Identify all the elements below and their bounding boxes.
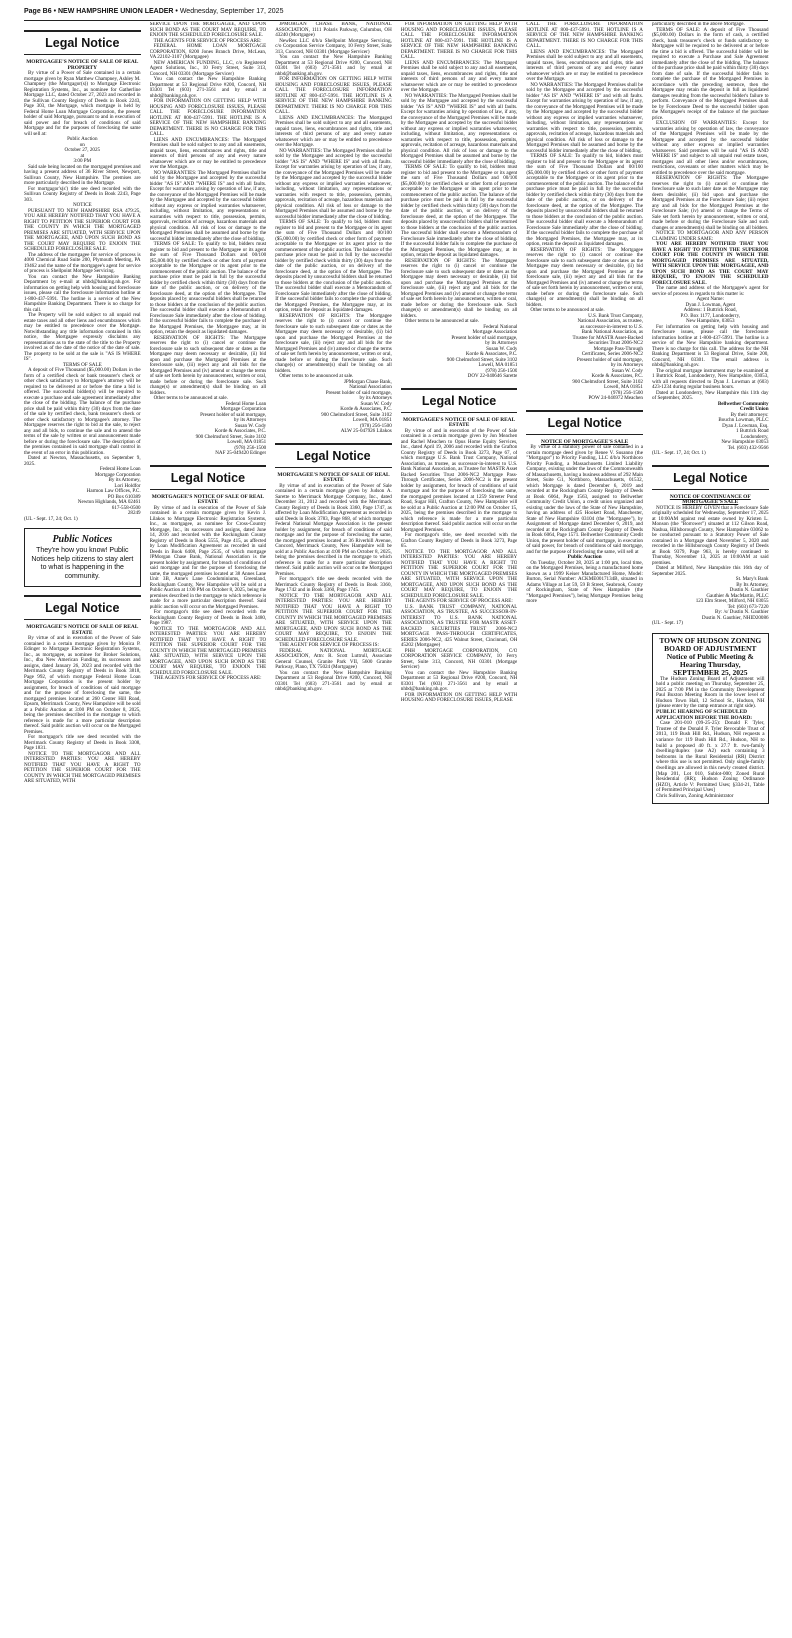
notice-paragraph: FOR INFORMATION ON GETTING HELP WITH HOUSING AND FORECLOSURE ISSUES, PLEASE CALL THE FORECLOSURE INFORMATION HOTLINE AT 800-437-5991. THE HOTLINE IS A SERVICE OF THE NEW HAMPSHIRE BANKING DEPARTMENT. THERE IS NO CHARGE FOR THIS CALL. — [149, 98, 267, 137]
notice-paragraph: Case 201-010 (09-25-25): Donald F. Tyler, Trustee of the Donald F. Tyler Revocable Trust of 2013, 119 Bush Hill Rd., Hudson, NH requests a variance for 119 Bush Hill Rd., Hudson, NH to build a proposed 40 ft. x 27.7 ft. two-family dwelling/duplex (use A2) each containing 3 bedrooms in the Rural Residential (RR) District where this use is not permitted. Only single-family dwellings are allowed in this newly created district. [Map 201, Lot 010, Sublot-000; Zoned Rural Residential (RR); Hudson Zoning Ordinance (HZO), Article V: Permitted Uses; §334-21, Table of Permitted Principal Uses] — [655, 720, 765, 794]
section-header: Legal Notice — [652, 465, 769, 490]
public-notices-promo: Public Notices They're how you know! Public Notices help citizens to stay alert to what is happening in the community. — [24, 528, 141, 587]
notice-paragraph: NEW AMERICAN FUNDING, LLC, c/o Registered Agent Solutions, Inc., 10 Ferry Street, Suite 313, Concord, NH 03301 (Mortgage Servicer) — [149, 59, 267, 77]
notice-title: MORTGAGEE'S NOTICE OF SALE OF REAL ESTATE — [277, 471, 390, 483]
notice-paragraph: NewRez LLC d/b/a Shellpoint Mortgage Servicing, c/o Corporation Service Company, 10 Ferry Street, Suite 313, Concord, NH 03301 (Mortgage Servicer) — [275, 37, 392, 55]
notice-paragraph: A deposit of Five Thousand ($5,000.00) Dollars in the form of a certified check or bank treasurer's check or other check satisfactory to Mortgagee's attorney will be required to be delivered at or before the time a bid is offered. The successful bidder(s) will be required to execute a purchase and sale agreement immediately after the close of the bidding. The balance of the purchase price shall be paid within thirty (30) days from the date of the sale by certified check, bank treasurer's check or other check satisfactory to Mortgagee's attorney. The Mortgagee reserves the right to bid at the sale, to reject any and all bids, to continue the sale and to amend the terms of the sale by written or oral announcement made before or during the foreclosure sale. The description of the premises contained in said mortgage shall control in the event of an error in this publication. — [24, 367, 141, 456]
notice-paragraph: NOTICE TO MORTGAGOR AND ANY PERSON CLAIMING UNDER SAME: — [651, 230, 769, 242]
notice-paragraph: The Hudson Zoning Board of Adjustment will hold a public meeting on Thursday, September 25, 2025 at 7:00 PM in the Community Development Paul Buxton Meeting Room in the lower level of Hudson Town Hall, 12 School St., Hudson, NH (please enter by the ramp entrance at right side). — [655, 675, 765, 710]
notice-paragraph: Other terms to be announced at sale. — [404, 318, 480, 324]
notice-paragraph: NOTICE TO THE MORTGAGOR AND ALL INTERESTED PARTIES: YOU ARE HEREBY NOTIFIED THAT YOU HAVE A RIGHT TO PETITION THE SUPERIOR COURT FOR THE COUNTY IN WHICH THE MORTGAGED PREMISES ARE SITUATED, WITH — [24, 750, 141, 784]
notice-paragraph: FOR INFORMATION ON GETTING HELP WITH HOUSING AND FORECLOSURE ISSUES, PLEASE CALL THE FORECLOSURE INFORMATION HOTLINE AT 800-437-5991. THE HOTLINE IS A SERVICE OF THE NEW HAMPSHIRE BANKING DEPARTMENT. THERE IS NO CHARGE FOR THIS CALL. — [400, 22, 518, 60]
notice-paragraph: Dated at Newton, Massachusetts, on September 9, 2025. — [24, 455, 141, 467]
notice-paragraph: For mortgagor's title see deeds recorded with the Merrimack County Registry of Deeds in Book 3360, Page 1742 and in Book 3360, Page 1745. — [275, 576, 392, 593]
column-4 — [401, 22, 518, 1612]
notice-paragraph: RESERVATION OF RIGHTS: The Mortgagee reserves the right to (i) cancel or continue the foreclosure sale to such subsequent date or dates as the Mortgagee may deem necessary or desirable, (ii) bid upon and purchase the Mortgaged Premises at the foreclosure sale, (iii) reject any and all bids for the Mortgaged Premises and (iv) amend or change the terms of sale set forth herein by announcement, written or oral, made before or during the foreclosure sale. Such change(s) or amendment(s) shall be binding on all bidders. — [275, 312, 392, 374]
notice-paragraph: Dated at Londonderry, New Hampshire this 11th day of September, 2025. — [651, 389, 769, 401]
notice-title: MORTGAGEE'S NOTICE OF SALE OF REAL PROPERTY — [26, 59, 139, 71]
notice-title: NOTICE OF CONTINUANCE OF MORTGAGEE'S SALE — [669, 493, 751, 505]
notice-paragraph: For mortgagor's title see deed recorded with the Rockingham County Registry of Deeds in Book 3480, Page 1987. — [149, 609, 267, 626]
notice-paragraph: By virtue of a statutory power of sale contained in a certain mortgage deed given by Renee V. Susanno (the "Mortgagor") to Priority Funding, LLC d/b/a Northboro Priority Funding, a Massachusetts Limited Liability Company, existing under the laws of the Commonwealth of Massachusetts, having a business address of 292 Main Street, Suite G1, Northboro, Massachusetts, 01532, which Mortgage is dated December 6, 2019 and recorded at the Rockingham County Registry of Deeds at Book 6064, Page 1563, assigned to Bellwether Community Credit Union, a credit union organized and existing under the laws of the State of New Hampshire, having an address of 425 Hookett Road, Manchester, State of New Hampshire 03104 (the "Mortgagee"), by Assignment of Mortgage dated December 6, 2019, and recorded at the Rockingham County Registry of Deeds in Book 6064, Page 1571. Bellwether Community Credit Union, the present holder of said mortgage, in execution of said power, for breach of conditions of said mortgage, and for the purpose of foreclosing the same, will sell at — [526, 444, 643, 555]
notice-title: NOTICE OF MORTGAGEE'S SALE — [541, 438, 629, 445]
notice-paragraph: Said sale being located on the mortgaged premises and having a present address of 36 River Street, Newport, Sullivan County, New Hampshire. The premises are more particularly described in the Mortgage. — [24, 163, 141, 186]
signature-block: JPMorgan Chase Bank, National Association Present holder of said mortgage, by its Attorneys Susan W. Cody Korde & Associates, P.C. 900 Chelmsford Street, Suite 3102 Lowell, MA 01851 (978) 256-1500 ALW 25-047926 Lilakos — [321, 378, 392, 434]
notice-paragraph: You can contact the New Hampshire Banking Department by e-mail at nhbd@banking.nh.gov. For information on getting help with housing and foreclosure issues, please call the foreclosure information hotline at 1-800-437-5991. The hotline is a service of the New Hampshire Banking Department. There is no charge for this call. — [24, 273, 141, 313]
signature-block: Federal National Mortgage Association Present holder of said mortgage, by its Attorneys Susan W. Cody Korde & Associates, P.C. 900 Chelmsford Street, Suite 3102 Lowell, MA 01851 (978) 256-1500 DOV 22-040646 Sarette — [446, 323, 518, 379]
notice-paragraph: THE AGENTS FOR SERVICE OF PROCESS ARE: — [153, 675, 262, 681]
notices-grid — [24, 22, 768, 1612]
notice-paragraph: For mortgagor's title, see deed recorded with the Grafton County Registry of Deeds in Book 3273, Page 65. — [400, 532, 518, 549]
notice-paragraph: NO WARRANTIES: The Mortgaged Premises shall be sold by the Mortgagee and accepted by the successful bidder "AS IS" AND "WHERE IS" and with all faults. Except for warranties arising by operation of law, if any, the conveyance of the Mortgaged Premises will be made by the Mortgagee and accepted by the successful bidder without any express or implied warranties whatsoever, including, without limitation, any representations or warranties with respect to title, possession, permits, approvals, recitation of acreage, hazardous materials and physical condition. All risk of loss or damage to the Mortgaged Premises shall be assumed and borne by the successful bidder immediately after the close of bidding. — [149, 169, 267, 242]
notice-paragraph: 3:00 PM — [73, 158, 92, 164]
agent-block: Agent Name: Dyan J. Lowman, Agent Address: 1 Buttrick Road, P.O. Box 1177, Londonderry, New Hampshire, 03053 — [680, 296, 741, 324]
notice-paragraph: Other terms to be announced at sale. — [153, 395, 228, 401]
signature-block: St. Mary's Bank By Its Attorney, Dustin N. Gauthier Gauthier & MacMartin, PLLC 123 Elm Street, Milford, NH 03055 Tel: (603) 673-7220 By: /s/ Dustin N. Gauthier Dustin N. Gauthier, NHID20086 — [695, 576, 769, 621]
column-5 — [526, 22, 643, 1612]
section-header: Legal Notice — [150, 465, 267, 490]
notice-paragraph: RESERVATION OF RIGHTS: The Mortgagee reserves the right to (i) cancel or continue the foreclosure sale to such subsequent date or dates as the Mortgagee may deem necessary or desirable, (ii) bid upon and purchase the Mortgaged Premises at the foreclosure sale, (iii) reject any and all bids for the Mortgaged Premises and (iv) amend or change the terms of sale set forth herein by announcement, written or oral, made before or during the foreclosure sale. Such change(s) or amendment(s) shall be binding on all bidders. — [526, 246, 643, 308]
notice-paragraph: Dated at Milford, New Hampshire this 16th day of September 2025. — [651, 565, 769, 577]
notice-paragraph: THE AGENTS FOR SERVICE OF PROCESS ARE: — [153, 37, 262, 44]
notice-paragraph: Other terms to be announced at sale. — [530, 307, 605, 313]
notice-paragraph: U.S. BANK TRUST COMPANY, NATIONAL ASSOCIATION, AS TRUSTEE, AS SUCCESSOR-IN-INTEREST TO U.S. BANK NATIONAL ASSOCIATION, AS TRUSTEE FOR MASTR ASSET-BACKED SECURITIES TRUST 2006-NC2 MORTGAGE PASS-THROUGH CERTIFICATES, SERIES 2006-NC2, 425 Walnut Street, Cincinnati, OH 45202 (Mortgagee) — [400, 603, 518, 648]
notice-paragraph: By virtue of a Power of Sale contained in a certain mortgage given by Ryan Matthew Champney, Ashley M. Champney (the Mortgagor(s)) to Mortgage Electronic Registration Systems, Inc., as nominee for Gatherline Mortgage LLC, dated October 27, 2023 and recorded in the Sullivan County Registry of Deeds in Book 2243, Page 303, the Mortgage, which mortgage is held by Federal Home Loan Mortgage Corporation, the present holder of said Mortgage, pursuant to and in execution of said power and for breach of conditions of said Mortgage and for the purposes of foreclosing the same will sell at: — [24, 70, 141, 137]
column-1 — [24, 22, 141, 1612]
notice-title: MORTGAGEE'S NOTICE OF SALE OF REAL ESTATE — [151, 493, 264, 505]
zba-title: TOWN OF HUDSON ZONING BOARD OF ADJUSTMENT Notice of Public Meeting & Hearing Thursday, SEPTEMBER 25, 2025 — [659, 635, 762, 677]
notice-paragraph: LIENS AND ENCUMBRANCES: The Mortgaged Premises shall be sold subject to any and all easements, unpaid taxes, liens, encumbrances and rights, title and interests of third persons of any and every nature whatsoever which are or may be entitled to precedence over the Mortgage. — [526, 48, 643, 82]
column-2 — [150, 22, 267, 1612]
section-header: Legal Notice — [24, 30, 141, 55]
section-header: Legal Notice — [24, 595, 141, 620]
notice-paragraph: SERVICE UPON THE MORTGAGEE, AND UPON SUCH BOND AS THE COURT MAY REQUIRE, TO ENJOIN THE SCHEDULED FORECLOSURE SALE. — [149, 22, 267, 38]
notice-paragraph: By virtue of and in execution of the Power of Sale contained in a certain mortgage given by Jon Meachen and Rachel Meachen to Opus Home Equity Services, Inc., dated April 19, 2006 and recorded with the Grafton County Registry of Deeds in Book 3273, Page 67, of which mortgage U.S. Bank Trust Company, National Association, as trustee, as successor-in-interest to U.S. Bank National Association, as Trustee for MASTR Asset Backed Securities Trust 2006-NC2 Mortgage Pass-Through Certificates, Series 2006-NC2 is the present holder by assignment, for breach of conditions of said mortgage and for the purpose of foreclosing the same, the mortgaged premises located at 1259 Streeter Pond Road, Sugar Hill, Grafton County, New Hampshire will be sold at a Public Auction at 12:00 PM on October 15, 2025, being the premises described in the mortgage to which reference is made for a more particular description thereof. Said public auction will occur on the Mortgaged Premises. — [400, 427, 518, 533]
notice-paragraph: JPMORGAN CHASE BANK, NATIONAL ASSOCIATION, 1111 Polaris Parkway, Columbus, OH 43240 (Mortgagee) — [275, 22, 392, 38]
notice-paragraph: You can contact the New Hampshire Banking Department at 53 Regional Drive #200, Concord, NH 03301 Tel (603) 271-3561 and by email at nhbd@banking.nh.gov. — [275, 54, 392, 77]
notice-paragraph: The name and address of the Mortgagee's agent for service of process in regards to this matter is: — [651, 285, 769, 297]
notice-paragraph: NOTICE TO THE MORTGAGOR AND ALL INTERESTED PARTIES: YOU ARE HEREBY NOTIFIED THAT YOU HAVE A RIGHT TO PETITION THE SUPERIOR COURT FOR THE COUNTY IN WHICH THE MORTGAGED PREMISES ARE SITUATED, WITH SERVICE UPON THE MORTGAGEE, AND UPON SUCH BOND AS THE COURT MAY REQUIRE, TO ENJOIN THE SCHEDULED FORECLOSURE SALE. — [275, 592, 392, 643]
run-dates: (UL - Sept. 17, 24; Oct. 1) — [24, 515, 78, 522]
zba-hearing-notice — [652, 633, 769, 804]
notice-paragraph: THE AGENTS FOR SERVICE OF PROCESS ARE: — [404, 598, 513, 604]
notice-paragraph: The original mortgage instrument may be examined at 1 Buttrick Road, Londonderry, New Hampshire, 03053, with all requests directed to Dyan J. Lowman at (603) 423-1234 during regular business hours. — [651, 367, 769, 390]
notice-paragraph: NO WARRANTIES: The Mortgaged Premises shall be sold by the Mortgagee and accepted by the successful bidder "AS IS" AND "WHERE IS" and with all faults. Except for warranties arising by operation of law, if any, the conveyance of the Mortgaged Premises will be made by the Mortgagee and accepted by the successful bidder without any express or implied warranties whatsoever, including, without limitation, any representations or warranties with respect to title, possession, permits, approvals, recitation of acreage, hazardous materials and physical condition. All risk of loss or damage to the Mortgaged Premises shall be assumed and borne by the successful bidder immediately after the close of bidding. — [526, 81, 643, 154]
notice-paragraph: NO WARRANTIES: The Mortgaged Premises shall be sold by the Mortgagee and accepted by the successful bidder "AS IS" AND "WHERE IS" and with all faults. Except for warranties arising by operation of law, if any, the conveyance of the Mortgaged Premises will be made by the Mortgagee and accepted by the successful bidder without any express or implied warranties whatsoever, including, without limitation, any representations or warranties with respect to title, possession, permits, approvals, recitation of acreage, hazardous materials and physical condition. All risk of loss or damage to the Mortgaged Premises shall be assumed and borne by the successful bidder immediately after the close of bidding. — [275, 147, 392, 220]
notice-paragraph: NOTICE — [72, 202, 92, 208]
signature-block: Federal Home Loan Mortgage Corporation Present holder of said mortgage, by its Attorneys Susan W. Cody Korde & Associates, P.C. 900 Chelmsford Street, Suite 3102 Lowell, MA 01851 (978) 256-1500 NAF 25-049420 Edinger — [195, 400, 267, 456]
notice-paragraph: LIENS AND ENCUMBRANCES: The Mortgaged Premises shall be sold subject to any and all easements, unpaid taxes, liens, encumbrances and rights, title and interests of third persons of any and every nature whatsoever which are or may be entitled to precedence over the Mortgage. — [400, 59, 518, 93]
notice-paragraph: TERMS OF SALE: To qualify to bid, bidders must register to bid and present to the Mortgagee or its agent the sum of Five Thousand Dollars and 00/100 ($5,000.00) by certified check or other form of payment acceptable to the Mortgagee or its agent prior to the commencement of the public auction. The balance of the purchase price must be paid in full by the successful bidder by certified check within thirty (30) days from the date of the public auction, or on delivery of the foreclosure deed, at the option of the Mortgagee. The deposits placed by unsuccessful bidders shall be returned to those bidders at the conclusion of the public auction. The successful bidder shall execute a Memorandum of Foreclosure Sale immediately after the close of bidding. If the successful bidder fails to complete the purchase of the Mortgaged Premises, the Mortgagee may, at its option, retain the deposit as liquidated damages. — [275, 219, 392, 313]
notice-paragraph: By virtue of and in execution of the Power of Sale contained in a certain mortgage given by Monica P. Edinger to Mortgage Electronic Registration Systems, Inc., as mortgagee, as nominee for Broker Solutions, Inc., dba New American Funding, its successors and assigns, dated January 26, 2023 and recorded with the Merrimack County Registry of Deeds in Book 3818, Page 992, of which mortgage Federal Home Loan Mortgage Corporation is the present holder by assignment, for breach of conditions of said mortgage and for the purpose of foreclosing the same, the mortgaged premises located at 260 Center Hill Road, Epsom, Merrimack County, New Hampshire will be sold at a Public Auction at 3:00 PM on October 8, 2025, being the premises described in the mortgage to which reference is made for a more particular description thereof. Said public auction will occur on the Mortgaged Premises. — [24, 635, 141, 735]
section-header: Legal Notice — [401, 388, 518, 413]
notice-paragraph: FEDERAL HOME LOAN MORTGAGE CORPORATION, 8200 Jones Branch Drive, McLean, VA 22102-3107 (Mortgagee) — [149, 43, 267, 60]
notice-paragraph: The Property will be sold subject to all unpaid real estate taxes and all other liens and encumbrances which may be entitled to precedence over the Mortgage. Notwithstanding any title information contained in this notice, the Mortgagee expressly disclaims any representations as to the state of the title to the Property involved as of the date of the notice of the date of sale. The property to be sold at the sale is "AS IS WHERE IS". — [24, 312, 141, 362]
notice-paragraph: FOR INFORMATION ON GETTING HELP WITH HOUSING AND FORECLOSURE ISSUES, PLEASE CALL THE FORECLOSURE INFORMATION HOTLINE AT 800-437-5991. THE HOTLINE IS A SERVICE OF THE NEW HAMPSHIRE BANKING DEPARTMENT. THERE IS NO CHARGE FOR THIS CALL. — [275, 76, 392, 115]
section-header: Legal Notice — [275, 443, 392, 468]
run-dates: (UL - Sept. 17, 24; Oct. 1) — [651, 450, 706, 456]
notice-paragraph: FOR INFORMATION ON GETTING HELP WITH HOUSING AND FORECLOSURE ISSUES, PLEASE — [400, 691, 518, 703]
run-dates: (UL - Sept. 17) — [651, 620, 683, 626]
notice-paragraph: You can contact the New Hampshire Banking Department at 53 Regional Drive #200, Concord, NH 03301 Tel (603) 271-3561 and by email at nhbd@banking.nh.gov. — [400, 669, 518, 692]
page-header: Page B6 • NEW HAMPSHIRE UNION LEADER • Wednesday, September 17, 2025 — [24, 8, 768, 21]
column-6 — [652, 22, 769, 1612]
notice-paragraph: PHH MORTGAGE CORPORATION, C/O CORPORATION SERVICE COMPANY, 10 Ferry Street, Suite 313, Concord, NH 03301 (Mortgage Servicer) — [400, 647, 518, 670]
notice-paragraph: PURSUANT TO NEW HAMPSHIRE RSA 479:25, YOU ARE HEREBY NOTIFIED THAT YOU HAVE A RIGHT TO PETITION THE SUPERIOR COURT FOR THE COUNTY IN WHICH THE MORTGAGED PREMISES ARE SITUATED, WITH SERVICE UPON THE MORTGAGEE, AND UPON SUCH BOND AS THE COURT MAY REQUIRE TO ENJOIN THE SCHEDULED FORECLOSURE SALE. — [24, 207, 141, 252]
notice-subheading: PUBLIC HEARING OF SCHEDULED APPLICATION BEFORE THE BOARD: — [655, 709, 753, 721]
notice-paragraph: YOU ARE HEREBY NOTIFIED THAT YOU HAVE A RIGHT TO PETITION THE SUPERIOR COURT FOR THE COUNTY IN WHICH THE MORTGAGED PREMISES ARE SITUATED, WITH SERVICE UPON THE MORTGAGEE, AND UPON SUCH BOND AS THE COURT MAY REQUIRE, TO ENJOIN THE SCHEDULED FORECLOSURE SALE. — [651, 241, 769, 286]
notice-paragraph: You can contact the New Hampshire Banking Department at 53 Regional Drive #200, Concord, NH 03301 Tel (603) 271-3561 and by email at nhbd@banking.nh.gov. — [149, 76, 267, 99]
notice-paragraph: By virtue of and in execution of the Power of Sale contained in a certain mortgage given by Kevin J. Lilakos to Mortgage Electronic Registration Systems, Inc., as mortgagee, as nominee for Cross-Country Mortgage, Inc., its successors and assigns, dated June 14, 2016 and recorded with the Rockingham County Registry of Deeds in Book 5555, Page 415, as affected by Loan Modification Agreement as recorded in said Deeds in Book 6408, Page 2535, of which mortgage JPMorgan Chase Bank, National Association is the present holder by assignment, for breach of conditions of said mortgage and for the purpose of foreclosing the same, the mortgaged premises located at 38 Annes Lane Unit 3B, Anne's Lane Condominiums, Greenland, Rockingham County, New Hampshire will be sold at a Public Auction at 1:00 PM on October 8, 2025, being the premises described in the mortgage to which reference is made for a more particular description thereof. Said public auction will occur on the Mortgaged Premises. — [149, 504, 267, 610]
notice-paragraph: RESERVATION OF RIGHTS: The Mortgagee reserves the right to (i) cancel or continue the foreclosure sale to such subsequent date or dates as the Mortgagee may deem necessary or desirable, (ii) bid upon and purchase the Mortgaged Premises at the foreclosure sale, (iii) reject any and all bids for the Mortgaged Premises and (iv) amend or change the terms of sale set forth herein by announcement, written or oral, made before or during the foreclosure sale. Such change(s) or amendment(s) shall be binding on all bidders. — [400, 257, 518, 319]
notice-paragraph: TERMS OF SALE: A deposit of Five Thousand ($5,000.00) Dollars in the form of cash, a certified check, bank treasurer's check or funds satisfactory to Mortgagee will be required to be delivered at or before the time a bid is offered. The successful bidder will be required to execute a Purchase and Sale Agreement immediately after the close of the bidding. The balance of the purchase price shall be paid within thirty (30) days from date of sale. If the successful bidder fails to complete the purchase of the Mortgaged Premises in accordance with the preceding sentence, then the Mortgagee may retain the deposit in full as liquidated damages resulting from the successful bidder's failure to perform. Conveyance of the Mortgaged Premises shall be by Foreclosure Deed to the successful bidder upon the Mortgagee's receipt of the balance of the purchase price. — [651, 26, 769, 121]
notice-paragraph: RESERVATION OF RIGHTS: The Mortgagee reserves the right to (i) cancel or continue the foreclosure sale to such subsequent date or dates as the Mortgagee may deem necessary or desirable, (ii) bid upon and purchase the Mortgaged Premises at the foreclosure sale, (iii) reject any and all bids for the Mortgaged Premises and (iv) amend or change the terms of sale set forth herein by announcement, written or oral, made before or during the foreclosure sale. Such change(s) or amendment(s) shall be binding on all bidders. — [149, 334, 267, 396]
notice-paragraph: For mortgagor's title see deed recorded with the Merrimack County Registry of Deeds in Book 3308, Page 1831. — [24, 734, 141, 751]
notice-paragraph: NOTICE IS HEREBY GIVEN that a Foreclosure Sale originally scheduled for Wednesday, September 17, 2025 at 10:00AM against real estate owned by Kristen L. Monson (the "Borrower") situated at 112 Gilson Road, Nashua, Hillsborough County, New Hampshire 03062 to be conducted pursuant to a Statutory Power of Sale contained in a Mortgage dated November 5, 2020 and recorded in the Hillsborough County Registry of Deeds at Book 9379, Page 963, is hereby continued to Thursday, November 13, 2025 at 10:00AM at said premises. — [651, 504, 769, 566]
notice-title: MORTGAGEE'S NOTICE OF SALE OF REAL ESTATE — [402, 416, 516, 428]
notice-paragraph: TERMS OF SALE: To qualify to bid, bidders must register to bid and present to the Mortgagee or its agent the sum of Five Thousand Dollars and 00/100 ($5,000.00) by certified check or other form of payment acceptable to the Mortgagee or its agent prior to the commencement of the public auction. The balance of the purchase price must be paid in full by the successful bidder by certified check within thirty (30) days from the date of the public auction, or on delivery of the foreclosure deed, at the option of the Mortgagee. The deposits placed by unsuccessful bidders shall be returned to those bidders at the conclusion of the public auction. The successful bidder shall execute a Memorandum of Foreclosure Sale immediately after the close of bidding. If the successful bidder fails to complete the purchase of the Mortgaged Premises, the Mortgagee may, at its option, retain the deposit as liquidated damages. — [526, 153, 643, 247]
notice-paragraph: TERMS OF SALE — [62, 361, 102, 368]
notice-paragraph: You can contact the New Hampshire Banking Department at 53 Regional Drive #200, Concord, NH 03301 Tel (603) 271-3561 and by email at nhbd@banking.nh.gov. — [275, 669, 392, 692]
notice-paragraph: NOTICE TO THE MORTGAGOR AND ALL INTERESTED PARTIES: YOU ARE HEREBY NOTIFIED THAT YOU HAVE A RIGHT TO PETITION THE SUPERIOR COURT FOR THE COUNTY IN WHICH THE MORTGAGED PREMISES ARE SITUATED, WITH SERVICE UPON THE MORTGAGEE, AND UPON SUCH BOND AS THE COURT MAY REQUIRE, TO ENJOIN THE SCHEDULED FORECLOSURE SALE. — [149, 625, 267, 676]
notice-paragraph: at — [80, 152, 85, 159]
notice-paragraph: on — [79, 141, 85, 148]
signature-block: Bellwether Community Credit Union By their attorneys: Bouchn Lowman, PLLC Dyan J. Lowman, Esq. 1 Buttrick Road Londonderry, New Hampshire 03053 Tel. (603) 432-9566 — [717, 400, 769, 451]
notice-paragraph: By virtue of and in execution of the Power of Sale contained in a certain mortgage given by Judson A. Sarette to Merrimack Mortgage Company, Inc., dated December 31, 2012 and recorded with the Merrimack County Registry of Deeds in Book 3360, Page 1747, as affected by Loan Modification Agreement as recorded in said Deeds in Book 3783, Page 868, of which mortgage Federal National Mortgage Association is the present holder by assignment, for breach of conditions of said mortgage and for the purpose of foreclosing the same, the mortgaged premises located at 36 Riverhill Avenue, Concord, Merrimack County, New Hampshire will be sold at a Public Auction at 4:00 PM on October 8, 2025, being the premises described in the mortgage to which reference is made for a more particular description thereof. Said public auction will occur on the Mortgaged Premises. — [275, 482, 392, 577]
notice-paragraph: The address of the mortgagee for service of process is 4000 Chemical Road Suite 200, Plymouth Meeting, PA 19462 and the name of the mortgagee's agent for service of process is Shellpoint Mortgage Servicing. — [24, 251, 141, 274]
notice-paragraph: NOTICE TO THE MORTGAGOR AND ALL INTERESTED PARTIES: YOU ARE HEREBY NOTIFIED THAT YOU HAVE A RIGHT TO PETITION THE SUPERIOR COURT FOR THE COUNTY IN WHICH THE MORTGAGED PREMISES ARE SITUATED, WITH SERVICE UPON THE MORTGAGEE, AND UPON SUCH BOND AS THE COURT MAY REQUIRE, TO ENJOIN THE SCHEDULED FORECLOSURE SALE. — [400, 548, 518, 599]
notice-paragraph: October 27, 2025 — [64, 147, 101, 153]
notice-paragraph: CALL THE FORECLOSURE INFORMATION HOTLINE AT 800-437-5991. THE HOTLINE IS A SERVICE OF THE NEW HAMPSHIRE BANKING DEPARTMENT. THERE IS NO CHARGE FOR THIS CALL. — [526, 22, 643, 49]
signature: Chris Sullivan, Zoning Administrator — [655, 792, 734, 799]
notice-paragraph: particularly described in the above Mortgage. — [651, 22, 745, 27]
notice-paragraph: For mortgagor's(s') title see deed recorded with the Sullivan County Registry of Deeds in Book 2243, Page 303. — [24, 185, 141, 203]
notice-paragraph: LIENS AND ENCUMBRANCES: The Mortgaged Premises shall be sold subject to any and all easements, unpaid taxes, liens, encumbrances and rights, title and interests of third persons of any and every nature whatsoever which are or may be entitled to precedence over the Mortgage. — [149, 136, 267, 170]
notice-paragraph: Other terms to be announced at sale. — [279, 373, 354, 379]
notice-paragraph: THE AGENT FOR SERVICE OF PROCESS IS: — [279, 642, 379, 648]
notice-paragraph: LIENS AND ENCUMBRANCES: The Mortgaged Premises shall be sold subject to any and all easements, unpaid taxes, liens, encumbrances and rights, title and interests of third persons of any and every nature whatsoever which are or may be entitled to precedence over the Mortgage. — [275, 114, 392, 148]
signature-block: Federal Home Loan Mortgage Corporation By its Attorney, Lori Holdfor Harmon Law Offices, P.C. PO Box 610389 Newton Highlands, MA 02461 617-558-0500 28249 — [77, 466, 141, 516]
notice-paragraph: RESERVATION OF RIGHTS: The Mortgagee reserves the right to (i) cancel or continue the foreclosure sale to such later date as the Mortgagee may deem desirable; (ii) bid upon and purchase the Mortgaged Premises at the Foreclosure Sale; (iii) reject any and all bids for the Mortgaged Premises at the Foreclosure Sale; (iv) amend or change the Terms of Sale set forth herein by announcement, written or oral, made before or during the Foreclosure Sale and such changes or amendment(s) shall be binding on all bidders. — [651, 175, 769, 231]
signature-block: U.S. Bank Trust Company, National Association, as trustee, as successor-in-interest to U.S. Bank National Association, as Trustee for MASTR Asset-Backed Securities Trust 2006-NC2 Mortgage Pass-Through Certificates, Series 2006-NC2 Present holder of said mortgage, by its Attorneys Susan W. Cody Korde & Associates, P.C. 900 Chelmsford Street, Suite 3102 Lowell, MA 01851 (978) 256-1500 POW 24-046972 Meachen — [572, 312, 643, 401]
section-header: Legal Notice — [526, 410, 643, 435]
notice-paragraph: For information on getting help with housing and foreclosure issues, please call the foreclosure information hotline at 1-800-437-5991. The hotline is a service of the New Hampshire banking department. There is no charge for this call. The address for the NH Banking Department is 53 Regional Drive, Suite 200, Concord, NH 03301. The email address is nhbd@banking.nh.gov. — [651, 323, 769, 368]
notice-paragraph: On Tuesday, October 28, 2025 at 1:00 pm, local time, on the Mortgaged Premises, being a manufactured home known as a 1999 Keiser Manufactured Home, Model: Burton, Serial Number: ACKME0017134B, situated in Adams Village at Lot 59, 59 B Street, Seabrook, County of Rockingham, State of New Hampshire (the "Mortgaged Premises"), being Mortgage Premises being more — [526, 559, 643, 604]
column-3 — [275, 22, 392, 1612]
notice-paragraph: FEDERAL NATIONAL MORTGAGE ASSOCIATION, Attn: R. Scott Luttrull, Associate General Counsel, Granite Park VII, 5600 Granite Parkway, Plano, TX 75024 (Mortgagee) — [275, 647, 392, 670]
notice-paragraph: Public Auction — [567, 554, 602, 560]
notice-paragraph: Public Auction — [67, 136, 98, 142]
notice-paragraph: TERMS OF SALE: To qualify to bid, bidders must register to bid and present to the Mortgagee or its agent the sum of Five Thousand Dollars and 00/100 ($5,000.00) by certified check or other form of payment acceptable to the Mortgagee or its agent prior to the commencement of the public auction. The balance of the purchase price must be paid in full by the successful bidder by certified check within thirty (30) days from the date of the public auction, or on delivery of the foreclosure deed, at the option of the Mortgagee. The deposits placed by unsuccessful bidders shall be returned to those bidders at the conclusion of the public auction. The successful bidder shall execute a Memorandum of Foreclosure Sale immediately after the close of bidding. If the successful bidder fails to complete the purchase of the Mortgaged Premises, the Mortgagee may, at its option, retain the deposit as liquidated damages. — [149, 241, 267, 335]
notice-paragraph: TERMS OF SALE: To qualify to bid, bidders must register to bid and present to the Mortgagee or its agent the sum of Five Thousand Dollars and 00/100 ($5,000.00) by certified check or other form of payment acceptable to the Mortgagee or its agent prior to the commencement of the public auction. The balance of the purchase price must be paid in full by the successful bidder by certified check within thirty (30) days from the date of the public auction, or on delivery of the foreclosure deed, at the option of the Mortgagee. The deposits placed by unsuccessful bidders shall be returned to those bidders at the conclusion of the public auction. The successful bidder shall execute a Memorandum of Foreclosure Sale immediately after the close of bidding. If the successful bidder fails to complete the purchase of the Mortgaged Premises, the Mortgagee may, at its option, retain the deposit as liquidated damages. — [400, 164, 518, 258]
notice-paragraph: NO WARRANTIES: The Mortgaged Premises shall be sold by the Mortgagee and accepted by the successful bidder "AS IS" AND "WHERE IS" and with all faults. Except for warranties arising by operation of law, if any, the conveyance of the Mortgaged Premises will be made by the Mortgagee and accepted by the successful bidder without any express or implied warranties whatsoever, including, without limitation, any representations or warranties with respect to title, possession, permits, approvals, recitation of acreage, hazardous materials and physical condition. All risk of loss or damage to the Mortgaged Premises shall be assumed and borne by the successful bidder immediately after the close of bidding. — [400, 92, 518, 165]
notice-title: MORTGAGEE'S NOTICE OF SALE OF REAL ESTATE — [26, 624, 139, 636]
notice-paragraph: EXCLUSION OF WARRANTIES: Except for warranties arising by operation of law, the conveyance of the Mortgaged Premises will be made by the Mortgagee and accepted by the successful bidder without any other express or implied warranties whatsoever. Said premises will be sold "AS IS AND WHERE IS" and subject to all unpaid real estate taxes, mortgages and all other liens and/or encumbrances, restrictions, covenants or other matters which may be entitled to precedence over the said mortgage. — [651, 120, 769, 176]
